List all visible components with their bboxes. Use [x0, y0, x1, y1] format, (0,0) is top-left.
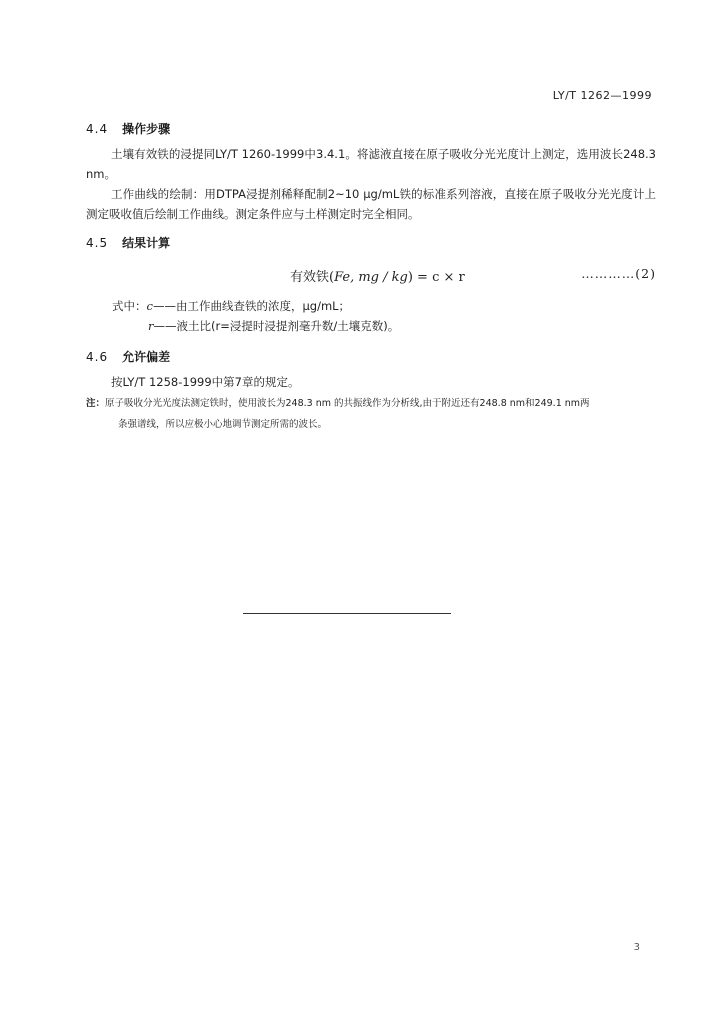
- section-number: 4.6: [86, 350, 109, 364]
- note-line-1: [86, 393, 656, 414]
- standard-code: LY/T 1262—1999: [552, 89, 652, 102]
- section-4-6-paragraph-1: 按LY/T 1258-1999中第7章的规定。: [111, 375, 300, 389]
- formula-prefix: 有效铁(: [290, 270, 335, 285]
- note-line-2: 条强谱线，所以应极小心地调节测定所需的波长。: [118, 419, 328, 430]
- section-4-4-paragraph-2: 工作曲线的绘制：用DTPA浸提剂稀释配制2~10 μg/mL铁的标准系列溶液，直接在原子吸收分光光度计上测定吸收值后绘制工作曲线。测定条件应与土样测定时完全相同。: [86, 187, 656, 221]
- section-title: 允许偏差: [122, 350, 171, 364]
- where-r-row: [148, 318, 399, 334]
- note-label: 注：: [86, 398, 106, 409]
- end-divider: [243, 613, 451, 614]
- section-title: 结果计算: [122, 236, 171, 250]
- section-4-4-heading: [86, 120, 170, 137]
- page-number: 3: [633, 942, 640, 953]
- section-number: 4.4: [86, 122, 109, 136]
- r-description: ——液土比(r=浸提时浸提剂毫升数/土壤克数)。: [153, 319, 400, 333]
- formula: [290, 266, 465, 285]
- c-symbol: c: [146, 299, 153, 313]
- section-title: 操作步骤: [122, 122, 171, 136]
- formula-label: …………(2): [581, 266, 656, 281]
- note-text-1: 原子吸收分光光度法测定铁时，使用波长为248.3 nm 的共振线作为分析线,由于附近还有248.8 nm和249.1 nm两: [105, 398, 590, 409]
- c-description: ——由工作曲线查铁的浓度，μg/mL；: [152, 299, 351, 313]
- section-4-4-paragraph-1: 土壤有效铁的浸提同LY/T 1260-1999中3.4.1。将滤液直接在原子吸收分光光度计上测定，选用波长248.3 nm。: [86, 147, 656, 181]
- section-4-5-heading: [86, 234, 170, 251]
- where-c-row: [112, 298, 350, 314]
- formula-vars: Fe, mg / kg: [334, 270, 408, 285]
- section-4-6-heading: [86, 348, 170, 365]
- where-prefix: 式中：: [112, 299, 147, 313]
- formula-suffix: ) = c × r: [407, 270, 465, 285]
- section-number: 4.5: [86, 236, 109, 250]
- formula-row: [86, 266, 656, 286]
- r-symbol: r: [148, 319, 154, 333]
- note-block: [86, 393, 656, 435]
